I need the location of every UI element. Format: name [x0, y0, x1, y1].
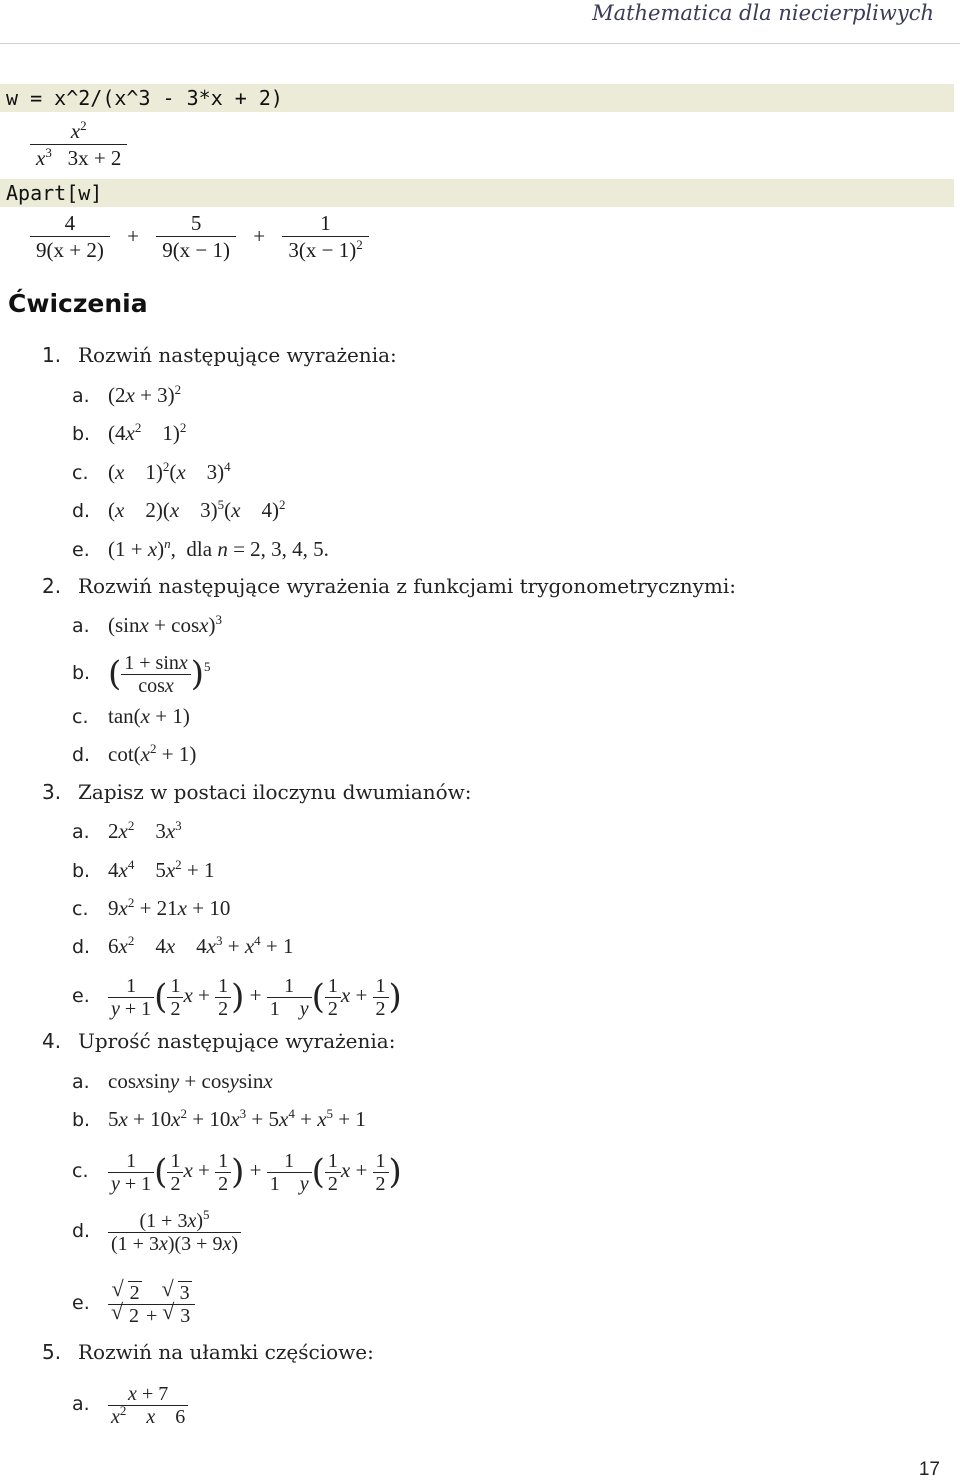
item-label: a. — [72, 821, 90, 843]
running-title: Mathematica dla niecierpliwych — [592, 1, 934, 25]
exercise-item — [72, 652, 211, 697]
item-label: a. — [72, 1071, 90, 1093]
exercise-item — [72, 1282, 195, 1327]
exercise-item — [72, 611, 222, 640]
item-label: a. — [72, 615, 90, 637]
exercise-number: 1. — [42, 343, 62, 367]
exercise-number: 2. — [42, 574, 62, 598]
item-expression: $9x^2 + 21x + 10$ — [108, 895, 231, 920]
exercise-question — [42, 779, 472, 805]
output-2-term-3-den: 3(x − 1) — [288, 238, 357, 262]
item-expression: $4x^4$ $5x^2 + 1$ — [108, 857, 215, 882]
exercise-text: Zapisz w postaci iloczynu dwumianów: — [78, 780, 472, 804]
item-expression: $\cot(x^2 + 1)$ — [108, 741, 197, 766]
exercise-item — [72, 419, 186, 448]
item-expression: $\frac{x + 7}{x^2 x 6}$ — [108, 1391, 188, 1415]
exercise-text: Uprość następujące wyrażenia: — [78, 1029, 396, 1053]
output-1-num: x — [70, 119, 81, 143]
exercise-item — [72, 535, 329, 564]
exercise-item — [72, 932, 294, 961]
item-label: e. — [72, 985, 90, 1008]
exercise-item — [72, 975, 402, 1020]
header-divider — [0, 43, 960, 44]
item-expression: $(2x + 3)^2$ — [108, 382, 182, 407]
output-1-num-exp: 2 — [80, 118, 87, 133]
item-label: a. — [72, 385, 90, 407]
output-1-den-a: x — [36, 146, 46, 170]
exercise-item — [72, 740, 196, 769]
output-2-term-2-num: 5 — [156, 210, 236, 237]
item-expression: $\frac{(1 + 3x)^5}{(1 + 3x)(3 + 9x)}$ — [108, 1218, 241, 1242]
output-2-term-3 — [282, 210, 368, 263]
output-2-term-2-den: 9(x − 1) — [162, 238, 231, 262]
exercise-question — [42, 342, 397, 368]
exercise-number: 3. — [42, 780, 62, 804]
output-1-den-b: 3x + 2 — [67, 146, 122, 170]
exercise-item — [72, 1207, 241, 1255]
item-expression: √ 2 √ 3 √ 2 + √ 3 — [108, 1290, 195, 1314]
code-input-1: w = x^2/(x^3 - 3*x + 2) — [0, 84, 954, 112]
item-expression: $\frac{1}{y + 1}$ ( $\frac{1}{2}$ x + $\frac{1}{2}$ ) + $\frac{1}{1 y}$ ( $\frac{1}{2}$ x + $\frac{1}{2}$ ) — [108, 983, 402, 1007]
plus-sign: + — [253, 224, 266, 248]
exercise-item — [72, 1105, 366, 1134]
exercise-question — [42, 1028, 395, 1054]
output-2-term-1 — [30, 210, 110, 263]
item-expression: $\frac{1}{y + 1}$ ( $\frac{1}{2}$ x + $\frac{1}{2}$ ) + $\frac{1}{1 y}$ ( $\frac{1}{2}$ x + $\frac{1}{2}$ ) — [108, 1158, 402, 1182]
item-expression: ($4x^2$ 1)$^2$ — [108, 420, 187, 445]
item-expression: cosxsiny + cosysinx — [108, 1069, 273, 1093]
exercise-item — [72, 702, 190, 731]
output-1-den-a-exp: 3 — [45, 145, 52, 160]
item-label: c. — [72, 1160, 89, 1183]
exercise-item — [72, 817, 182, 846]
item-expression: (x 1)$^2$(x 3)$^4$ — [108, 459, 231, 484]
item-label: c. — [72, 706, 89, 728]
item-label: c. — [72, 898, 89, 920]
item-label: b. — [72, 860, 91, 882]
page-number: 17 — [918, 1459, 940, 1480]
item-expression: $(1 + x)^n$, dla n = 2, 3, 4, 5. — [108, 536, 329, 561]
exercise-item — [72, 458, 231, 487]
exercise-item — [72, 381, 181, 410]
exercise-text: Rozwiń na ułamki częściowe: — [78, 1340, 374, 1364]
item-label: e. — [72, 1292, 90, 1315]
item-label: d. — [72, 744, 91, 766]
exercise-question — [42, 1339, 374, 1365]
output-2-term-2 — [156, 210, 236, 263]
item-expression: $6x^2$ 4x $4x^3 + x^4 + 1$ — [108, 933, 294, 958]
exercise-item — [72, 894, 230, 923]
item-label: d. — [72, 936, 91, 958]
output-2-term-1-den: 9(x + 2) — [36, 238, 104, 262]
section-title: Ćwiczenia — [8, 289, 148, 318]
output-2-term-3-den-exp: 2 — [356, 237, 363, 252]
output-1-fraction — [30, 118, 127, 171]
output-2 — [30, 210, 369, 263]
output-2-term-1-num: 4 — [30, 210, 110, 237]
item-expression: ( $\frac{1 + \sin x}{\cos x}$ )$^5$ — [108, 652, 211, 697]
exercise-item — [72, 1150, 402, 1195]
item-label: a. — [72, 1393, 90, 1416]
plus-sign: + — [127, 224, 139, 248]
exercise-item — [72, 496, 285, 525]
exercise-item — [72, 856, 215, 885]
exercise-number: 4. — [42, 1029, 62, 1053]
item-label: b. — [72, 662, 91, 685]
exercise-item — [72, 1383, 188, 1428]
output-1 — [30, 118, 127, 171]
output-2-term-3-num: 1 — [282, 210, 368, 237]
exercise-item — [72, 1067, 273, 1096]
item-label: e. — [72, 539, 90, 561]
item-expression: (x 2)(x 3)$^5$(x 4)$^2$ — [108, 497, 286, 522]
exercise-number: 5. — [42, 1340, 62, 1364]
item-label: d. — [72, 500, 91, 522]
code-input-2: Apart[w] — [0, 179, 954, 207]
item-expression: tan(x + 1) — [108, 704, 190, 728]
item-label: b. — [72, 423, 91, 445]
exercise-text: Rozwiń następujące wyrażenia: — [78, 343, 397, 367]
exercise-question — [42, 573, 736, 599]
item-label: d. — [72, 1220, 91, 1243]
item-expression: $(\sin x + \cos x)^3$ — [108, 612, 222, 637]
item-expression: $2x^2$ $3x^3$ — [108, 818, 182, 843]
exercise-text: Rozwiń następujące wyrażenia z funkcjami trygonometrycznymi: — [78, 574, 736, 598]
item-expression: $5x + 10x^2 + 10x^3 + 5x^4 + x^5 + 1$ — [108, 1106, 366, 1131]
item-label: c. — [72, 462, 89, 484]
item-label: b. — [72, 1109, 91, 1131]
